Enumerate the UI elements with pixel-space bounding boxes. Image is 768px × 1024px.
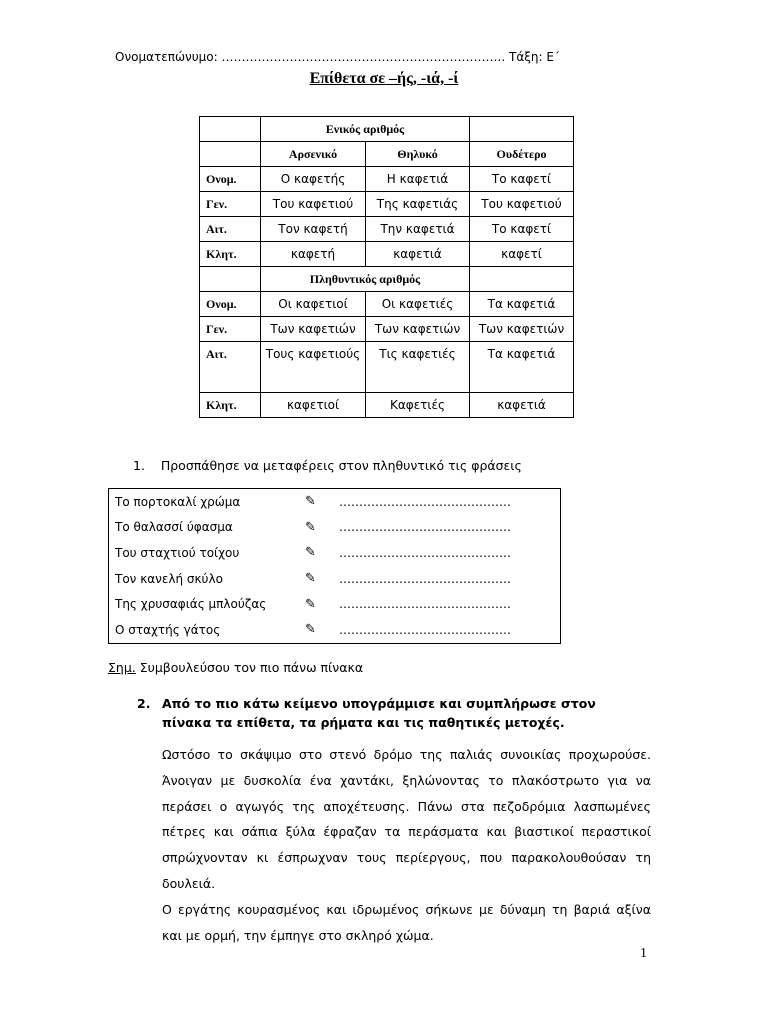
table-cell: Τα καφετιά (470, 292, 574, 317)
pencil-arrow-icon: ✎ (305, 571, 316, 587)
singular-title: Ενικός αριθμός (261, 117, 470, 142)
empty-cell (470, 267, 574, 292)
table-row (200, 292, 574, 317)
table-row (200, 317, 574, 342)
phrase-row (109, 489, 561, 515)
table-cell: καφετιοί (261, 393, 366, 418)
answer-blank[interactable]: ……………………………………. (339, 545, 511, 560)
case-label: Γεν. (200, 192, 261, 217)
phrases-table (108, 488, 561, 644)
table-row (200, 192, 574, 217)
table-cell: Του καφετιού (261, 192, 366, 217)
pencil-arrow-icon: ✎ (305, 596, 316, 612)
table-cell: Η καφετιά (366, 167, 470, 192)
exercise-number: 2. (137, 696, 151, 711)
note (108, 660, 363, 675)
pencil-arrow-icon: ✎ (305, 545, 316, 561)
pencil-arrow-icon: ✎ (305, 494, 316, 510)
answer-blank[interactable]: ……………………………………. (339, 622, 511, 637)
case-label: Κλητ. (200, 393, 261, 418)
pencil-arrow-icon: ✎ (305, 622, 316, 638)
exercise-text: Προσπάθησε να μεταφέρεις στον πληθυντικό τις φράσεις (160, 458, 522, 473)
declension-table (199, 116, 574, 418)
phrase-row (109, 566, 561, 592)
phrase-text: Της χρυσαφιάς μπλούζας (115, 597, 267, 612)
table-cell: Τον καφετή (261, 217, 366, 242)
phrase-row (109, 515, 561, 541)
table-cell: καφετιά (366, 242, 470, 267)
table-cell: Τις καφετιές (366, 342, 470, 393)
exercise-1-instruction (133, 458, 522, 473)
table-cell: Καφετιές (366, 393, 470, 418)
exercise-number: 1. (133, 458, 145, 473)
note-label: Σημ. (108, 660, 136, 675)
name-label: Ονοματεπώνυμο: (115, 50, 218, 64)
table-row (200, 142, 574, 167)
note-text: Συμβουλεύσου τον πιο πάνω πίνακα (135, 660, 364, 675)
table-cell: Οι καφετιοί (261, 292, 366, 317)
table-row (200, 217, 574, 242)
table-cell: Το καφετί (470, 167, 574, 192)
answer-blank[interactable]: ……………………………………. (339, 597, 511, 612)
answer-blank[interactable]: ……………………………………. (339, 571, 511, 586)
exercise-2-instruction (137, 694, 647, 732)
phrase-text: Το θαλασσί ύφασμα (115, 520, 233, 535)
answer-blank[interactable]: ……………………………………. (339, 520, 511, 535)
table-cell: Τους καφετιούς (261, 342, 366, 393)
table-cell: καφετιά (470, 393, 574, 418)
case-label: Αιτ. (200, 342, 261, 393)
table-cell: Του καφετιού (470, 192, 574, 217)
table-row (200, 242, 574, 267)
table-row (200, 342, 574, 393)
gender-masculine: Αρσενικό (261, 142, 366, 167)
table-cell: Ο καφετής (261, 167, 366, 192)
phrase-text: Του σταχτιού τοίχου (115, 545, 240, 560)
student-header (115, 50, 655, 64)
phrase-text: Ο σταχτής γάτος (115, 622, 221, 637)
empty-cell (200, 142, 261, 167)
phrase-row (109, 591, 561, 617)
table-cell: Οι καφετιές (366, 292, 470, 317)
table-cell: Των καφετιών (470, 317, 574, 342)
case-label: Κλητ. (200, 242, 261, 267)
case-label: Ονομ. (200, 292, 261, 317)
empty-cell (200, 267, 261, 292)
gender-feminine: Θηλυκό (366, 142, 470, 167)
table-cell: Των καφετιών (366, 317, 470, 342)
phrase-text: Τον κανελή σκύλο (115, 571, 223, 586)
table-cell: Το καφετί (470, 217, 574, 242)
passage-paragraph: Ωστόσο το σκάψιμο στο στενό δρόμο της παλιάς συνοικίας προχωρούσε. Άνοιγαν με δυσκολία ένα χαντάκι, ξηλώνοντας το πλακόστρωτο για να περάσει ο αγωγός της αποχέτευσης. Πάνω στα πεζοδρόμια λασπωμένες πέτρες και σάπια ξύλα έφραζαν τα περάσματα και βιαστικοί περαστικοί σπρώχνονταν κι έσπρωχναν τους περίεργους, που παρακολουθούσαν τη δουλειά. (162, 747, 651, 891)
plural-title: Πληθυντικός αριθμός (261, 267, 470, 292)
phrase-text: Το πορτοκαλί χρώμα (115, 494, 241, 509)
table-row (200, 117, 574, 142)
page-title: Επίθετα σε –ής, -ιά, -ί (309, 70, 459, 87)
empty-cell (470, 117, 574, 142)
table-cell: Της καφετιάς (366, 192, 470, 217)
table-cell: Τα καφετιά (470, 342, 574, 393)
answer-blank[interactable]: ……………………………………. (339, 494, 511, 509)
name-dots: …………………………………………………………….. (221, 50, 506, 64)
gender-neuter: Ουδέτερο (470, 142, 574, 167)
case-label: Αιτ. (200, 217, 261, 242)
table-row (200, 393, 574, 418)
table-row (200, 167, 574, 192)
table-cell: καφετί (470, 242, 574, 267)
reading-passage (162, 742, 651, 948)
passage-paragraph: Ο εργάτης κουρασμένος και ιδρωμένος σήκωνε με δύναμη τη βαριά αξίνα και με ορμή, την έμπηγε στο σκληρό χώμα. (162, 901, 651, 943)
table-cell: Την καφετιά (366, 217, 470, 242)
exercise-text: Από το πιο κάτω κείμενο υπογράμμισε και συμπλήρωσε στον πίνακα τα επίθετα, τα ρήματα και τις παθητικές μετοχές. (162, 696, 596, 730)
case-label: Γεν. (200, 317, 261, 342)
table-cell: Των καφετιών (261, 317, 366, 342)
empty-cell (200, 117, 261, 142)
table-cell: καφετή (261, 242, 366, 267)
phrase-row (109, 617, 561, 643)
table-row (200, 267, 574, 292)
case-label: Ονομ. (200, 167, 261, 192)
class-label: Τάξη: Ε΄ (508, 50, 560, 64)
pencil-arrow-icon: ✎ (305, 519, 316, 535)
phrase-row (109, 540, 561, 566)
page-number: 1 (640, 946, 647, 961)
